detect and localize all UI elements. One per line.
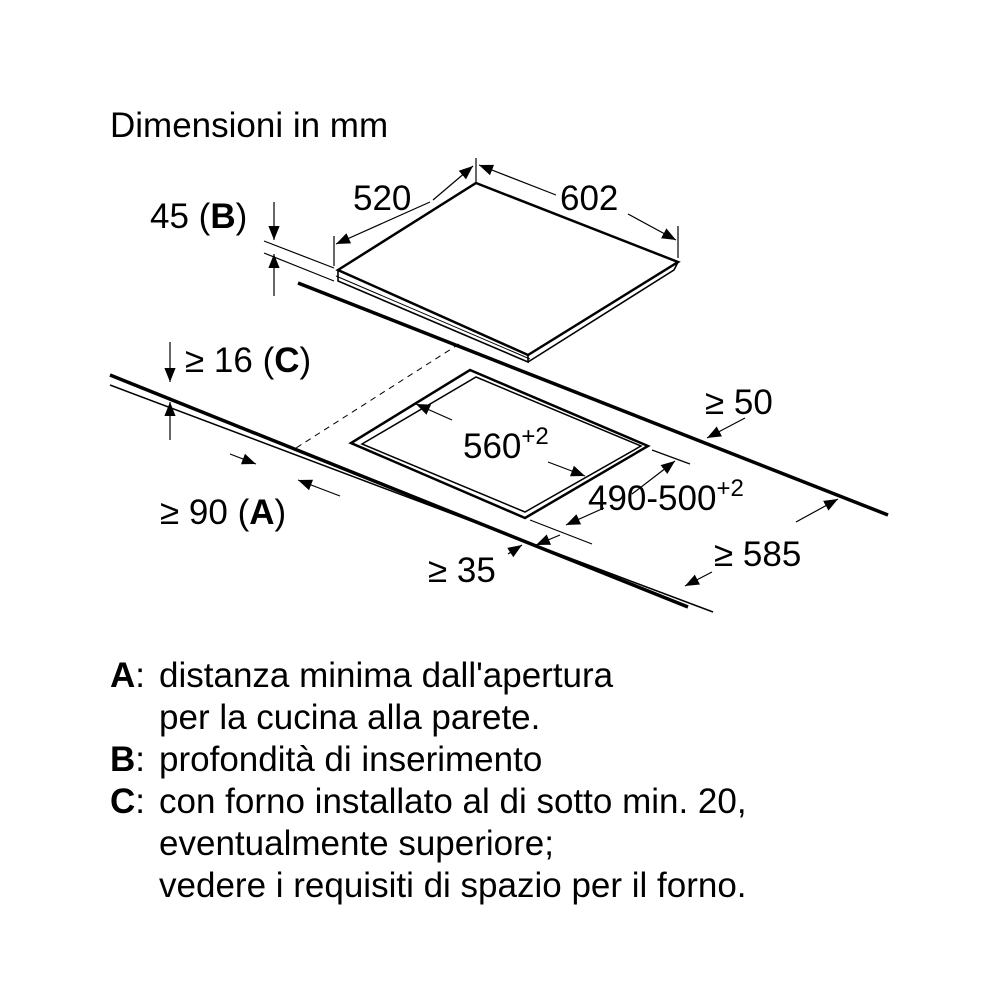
svg-text:≥ 16 (C) (185, 341, 311, 380)
legend-key: C (110, 782, 136, 821)
dimension-wall-distance (160, 454, 340, 532)
dim-560-label: 560 (463, 427, 522, 466)
legend-text: distanza minima dall'apertura per la cucina alla parete. (159, 656, 614, 737)
svg-text:560+2 (463, 423, 549, 466)
legend-item-c: C : con forno installato al di sotto min. 20, eventualmente superiore; vedere i requisiti di spazio per il forno. (110, 782, 747, 905)
dim-490-500-label: 490-500 (588, 479, 717, 518)
dim-520-label: 520 (353, 179, 412, 218)
dim-90-key: A (249, 493, 275, 532)
dim-90-close: ) (274, 493, 287, 532)
dimension-thickness (150, 197, 334, 296)
diagram-title: Dimensioni in mm (110, 106, 389, 145)
dimension-depth (334, 158, 476, 266)
legend-key: B (110, 740, 136, 779)
dimension-front-distance (428, 535, 560, 590)
legend (110, 655, 747, 907)
dim-45-key: B (210, 197, 236, 236)
legend-item-a: A : distanza minima dall'apertura per la cucina alla parete. (110, 656, 614, 737)
dim-16-key: C (274, 341, 300, 380)
dim-560-tolerance: +2 (521, 423, 549, 450)
dimension-back-distance (705, 383, 773, 438)
dim-90-label: ≥ 90 ( (160, 493, 250, 532)
dimension-width (479, 165, 678, 258)
dimension-cutout-width (416, 404, 585, 476)
dimension-counter-thickness (170, 341, 311, 440)
dim-45-label: 45 ( (150, 197, 211, 236)
svg-text:≥ 90 (A) (160, 493, 286, 532)
legend-text: con forno installato al di sotto min. 20, eventualmente superiore; vedere i requisiti di spazio per il forno. (159, 782, 747, 905)
legend-text: profondità di inserimento (159, 740, 543, 779)
projection-dashed-line (296, 344, 459, 448)
dim-35-label: ≥ 35 (428, 551, 496, 590)
dim-16-close: ) (299, 341, 312, 380)
dim-50-label: ≥ 50 (705, 383, 773, 422)
dim-602-label: 602 (560, 179, 619, 218)
svg-text:45 (B) (150, 197, 247, 236)
dim-16-label: ≥ 16 ( (185, 341, 275, 380)
svg-text:490-500+2 (588, 475, 744, 518)
dim-585-label: ≥ 585 (714, 535, 802, 574)
dim-490-500-tolerance: +2 (716, 475, 744, 502)
dim-45-close: ) (235, 197, 248, 236)
legend-item-b: B : profondità di inserimento (110, 740, 543, 779)
legend-key: A (110, 656, 136, 695)
